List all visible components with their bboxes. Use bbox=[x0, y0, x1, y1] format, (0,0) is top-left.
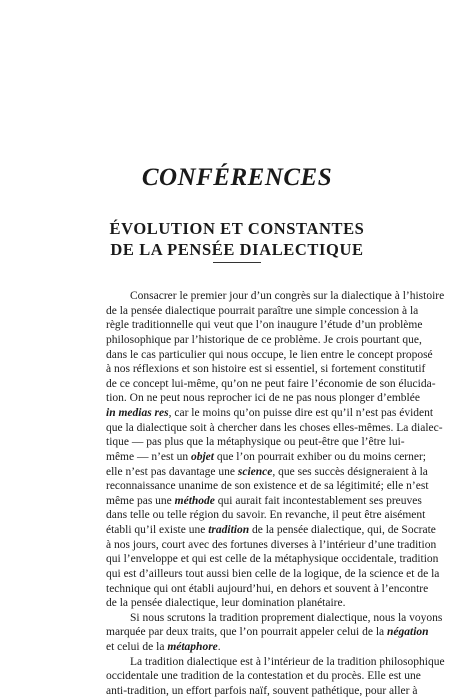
text-line bbox=[106, 625, 429, 640]
text-run: . bbox=[217, 641, 221, 653]
text-run: que la dialectique soit à chercher dans les choses elles-mêmes. La dialec- bbox=[106, 421, 443, 434]
emphasis-text: science bbox=[237, 465, 273, 478]
text-run: règle traditionnelle qui veut que l’on inaugure l’étude d’un problème bbox=[106, 319, 423, 332]
text-run: anti-tradition, un effort parfois naïf, souvent pathétique, pour aller à bbox=[106, 684, 418, 697]
paragraph bbox=[106, 611, 443, 655]
text-run: de ce concept lui-même, qu’on ne peut faire l’économie de son élucida- bbox=[106, 377, 436, 390]
emphasis-text: négation bbox=[387, 626, 429, 639]
text-line bbox=[106, 318, 423, 333]
text-line bbox=[106, 391, 420, 406]
text-line bbox=[106, 582, 429, 597]
text-run: de la pensée dialectique, qui, de Socrate bbox=[249, 524, 436, 536]
text-run: de la pensée dialectique, leur domination planétaire. bbox=[106, 597, 346, 610]
text-line bbox=[106, 289, 445, 304]
text-line bbox=[106, 640, 388, 655]
text-line bbox=[106, 421, 443, 436]
text-run: même — n’est un bbox=[106, 450, 191, 463]
text-run: qui est d’ailleurs tout aussi bien celle de la logique, de la science et de la bbox=[106, 567, 440, 580]
text-run: Si nous scrutons la tradition proprement dialectique, nous la voyons bbox=[130, 611, 443, 624]
text-run: occidentale une tradition de la contestation et du procès. Elle est une bbox=[106, 670, 421, 683]
text-run: qui l’enveloppe et qui est celle de la métaphysique occidentale, tradition bbox=[106, 553, 439, 566]
text-run: tion. On ne peut nous reprocher ici de ne pas nous plonger d’emblée bbox=[106, 392, 420, 405]
text-run: elle n’est pas davantage une bbox=[106, 465, 238, 478]
text-line bbox=[106, 465, 428, 480]
text-line bbox=[106, 377, 436, 392]
emphasis-text: objet bbox=[190, 450, 214, 463]
paragraph bbox=[106, 289, 445, 611]
emphasis-text: tradition bbox=[208, 524, 250, 536]
text-run: La tradition dialectique est à l’intérieur de la tradition philosophique bbox=[130, 655, 445, 668]
text-line bbox=[106, 567, 440, 582]
text-run: établi qu’il existe une bbox=[106, 524, 209, 536]
text-run: marquée par deux traits, que l’on pourrait appeler celui de la bbox=[106, 626, 387, 639]
text-line bbox=[106, 494, 422, 509]
text-line bbox=[106, 450, 427, 465]
text-line bbox=[106, 333, 422, 348]
text-line bbox=[106, 538, 437, 553]
text-line bbox=[106, 523, 436, 538]
article-body bbox=[106, 289, 445, 699]
text-line bbox=[106, 348, 433, 363]
text-line bbox=[106, 435, 405, 450]
text-run: technique qui ont établi aujourd’hui, en dehors et souvent à l’encontre bbox=[106, 582, 429, 595]
text-line bbox=[106, 684, 418, 699]
text-run: et celui de la bbox=[106, 641, 168, 653]
text-run: que l’on pourrait exhiber ou du moins cerner; bbox=[213, 450, 427, 463]
article-title-line-2: DE LA PENSÉE DIALECTIQUE bbox=[110, 240, 364, 259]
text-line bbox=[106, 611, 443, 626]
text-run: même pas une bbox=[106, 494, 175, 507]
text-run: à nos réflexions et son histoire est si essentiel, si fortement constitutif bbox=[106, 363, 426, 376]
emphasis-text: métaphore bbox=[167, 641, 218, 653]
text-run: qui aurait fait incontestablement ses preuves bbox=[214, 494, 422, 507]
paragraph bbox=[106, 655, 445, 699]
text-line bbox=[106, 596, 388, 611]
title-divider bbox=[213, 262, 261, 263]
text-line bbox=[106, 406, 434, 421]
text-run: dans telle ou telle région du savoir. En revanche, il peut être aisément bbox=[106, 509, 426, 522]
emphasis-text: méthode bbox=[174, 494, 215, 507]
emphasis-text: in medias res bbox=[106, 407, 169, 419]
text-run: reconnaissance unanime de son existence et de sa légitimité; elle n’est bbox=[106, 480, 429, 493]
text-line bbox=[106, 655, 445, 670]
section-title: CONFÉRENCES bbox=[141, 164, 333, 191]
article-title-line-1: ÉVOLUTION ET CONSTANTES bbox=[109, 219, 365, 238]
text-run: Consacrer le premier jour d’un congrès sur la dialectique à l’histoire bbox=[130, 290, 445, 302]
text-run: de la pensée dialectique pourrait paraître une simple concession à la bbox=[106, 304, 419, 317]
text-run: tique — pas plus que la métaphysique ou peut-être que l’être lui- bbox=[106, 436, 405, 449]
text-run: dans le cas particulier qui nous occupe, le lien entre le concept proposé bbox=[106, 348, 433, 361]
text-line bbox=[106, 304, 419, 319]
text-line bbox=[106, 362, 426, 377]
text-run: à nos jours, court avec des fortunes diverses à l’intérieur d’une tradition bbox=[106, 538, 437, 551]
text-line bbox=[106, 669, 421, 684]
text-line bbox=[106, 508, 426, 523]
text-line bbox=[106, 479, 429, 494]
text-line bbox=[106, 552, 439, 567]
text-run: , car le moins qu’on puisse dire est qu’il n’est pas évident bbox=[168, 407, 434, 419]
text-run: philosophique par l’historique de ce problème. Je crois pourtant que, bbox=[106, 333, 422, 346]
article-title bbox=[0, 218, 474, 260]
text-run: , que ses succès désigneraient à la bbox=[272, 465, 428, 478]
